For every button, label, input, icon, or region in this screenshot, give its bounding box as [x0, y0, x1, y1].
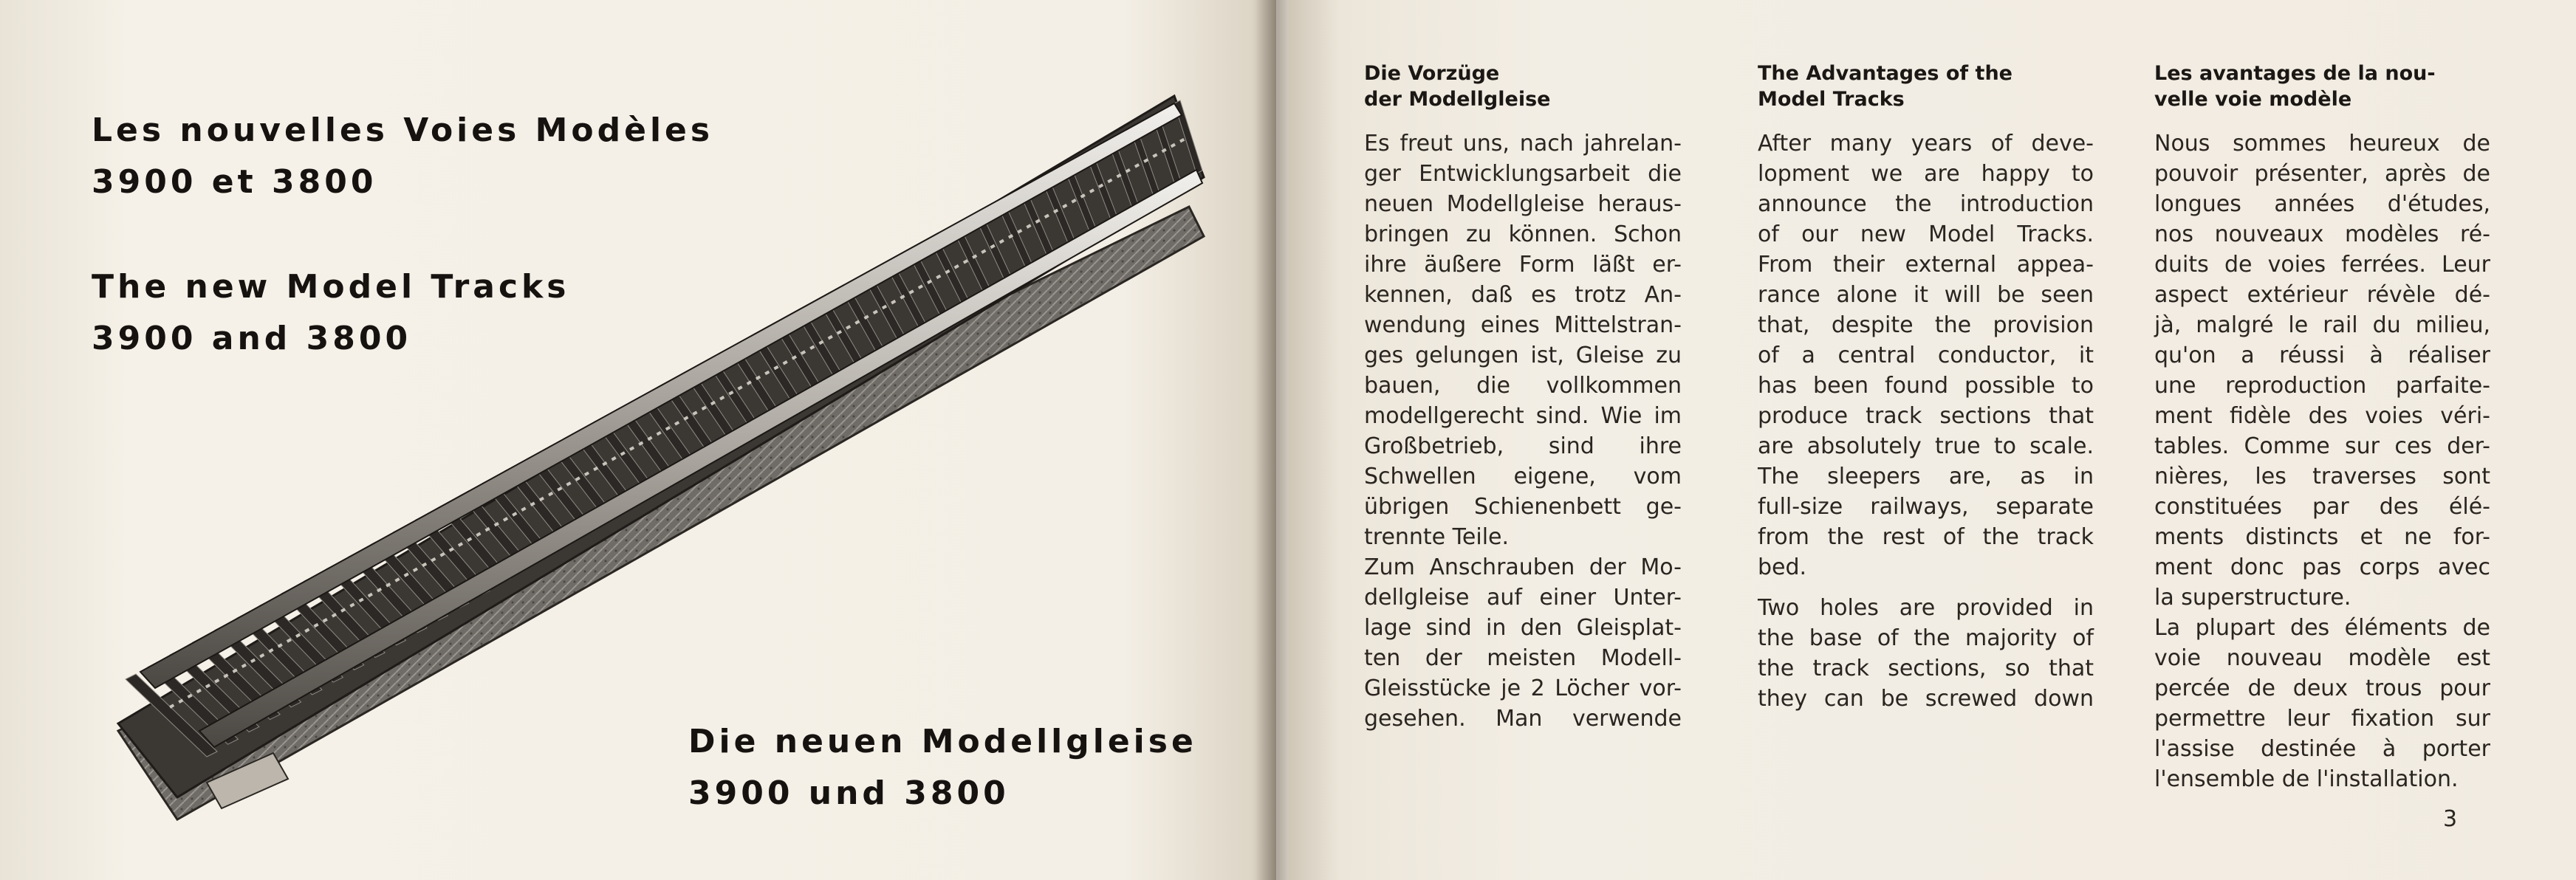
- page-number: 3: [2443, 806, 2458, 832]
- text-line: that, despite the provision: [1758, 312, 2094, 338]
- text-line: nos nouveaux modèles ré-: [2154, 221, 2490, 247]
- text-line: dellgleise auf einer Unter-: [1364, 585, 1682, 611]
- text-line: longues années d'études,: [2154, 191, 2490, 217]
- text-line: percée de deux trous pour: [2154, 676, 2490, 701]
- text-line: Nous sommes heureux de: [2154, 131, 2490, 157]
- text-line: Zum Anschrauben der Mo-: [1364, 554, 1682, 580]
- french-paragraph-1: [2154, 128, 2490, 613]
- heading-german-line1: Die neuen Modellgleise: [688, 723, 1197, 760]
- text-line: aspect extérieur révèle dé-: [2154, 282, 2490, 308]
- english-title-line1: The Advantages of the: [1758, 62, 2012, 85]
- german-title-line1: Die Vorzüge: [1364, 62, 1500, 85]
- heading-french-line2: 3900 et 3800: [92, 163, 377, 201]
- text-line: qu'on a réussi à réaliser: [2154, 343, 2490, 368]
- text-line: ments distincts et ne for-: [2154, 524, 2490, 550]
- text-line: permettre leur fixation sur: [2154, 706, 2490, 732]
- text-line: ger Entwicklungsarbeit die: [1364, 161, 1682, 187]
- french-paragraph-2: [2154, 613, 2490, 794]
- column-english: [1758, 61, 2094, 714]
- text-line: the base of the majority of: [1758, 625, 2094, 651]
- text-line: of a central conductor, it: [1758, 343, 2094, 368]
- text-line: Es freut uns, nach jahrelan-: [1364, 131, 1682, 157]
- text-line: from the rest of the track: [1758, 524, 2094, 550]
- text-line: Großbetrieb, sind ihre: [1364, 433, 1682, 459]
- text-line: the track sections, so that: [1758, 656, 2094, 681]
- text-line: nières, les traverses sont: [2154, 464, 2490, 489]
- text-line: trennte Teile.: [1364, 524, 1510, 550]
- text-line: voie nouveau modèle est: [2154, 645, 2490, 671]
- german-paragraph-2: [1364, 552, 1682, 734]
- text-line: jà, malgré le rail du milieu,: [2154, 312, 2490, 338]
- text-line: übrigen Schienenbett ge-: [1364, 494, 1682, 520]
- text-line: l'assise destinée à porter: [2154, 736, 2490, 762]
- text-line: l'ensemble de l'installation.: [2154, 766, 2459, 792]
- heading-french-line1: Les nouvelles Voies Modèles: [92, 111, 714, 149]
- text-line: Gleisstücke je 2 Löcher vor-: [1364, 676, 1682, 701]
- text-line: produce track sections that: [1758, 403, 2094, 429]
- heading-english-line2: 3900 and 3800: [92, 320, 412, 357]
- english-title: [1758, 61, 2094, 112]
- column-german: [1364, 61, 1682, 734]
- text-line: are absolutely true to scale.: [1758, 433, 2094, 459]
- text-line: has been found possible to: [1758, 373, 2094, 399]
- column-french: [2154, 61, 2490, 794]
- text-line: The sleepers are, as in: [1758, 464, 2094, 489]
- text-line: bed.: [1758, 554, 1807, 580]
- text-line: gesehen. Man verwende: [1364, 706, 1682, 732]
- text-line: wendung eines Mittelstran-: [1364, 312, 1682, 338]
- french-title-line2: velle voie modèle: [2154, 88, 2352, 111]
- english-title-line2: Model Tracks: [1758, 88, 1905, 111]
- text-line: pouvoir présenter, après de: [2154, 161, 2490, 187]
- text-line: ihre äußere Form läßt er-: [1364, 252, 1682, 278]
- heading-german-line2: 3900 und 3800: [688, 774, 1010, 812]
- heading-english-line1: The new Model Tracks: [92, 268, 570, 306]
- german-title-line2: der Modellgleise: [1364, 88, 1551, 111]
- text-line: duits de voies ferrées. Leur: [2154, 252, 2490, 278]
- text-line: From their external appea-: [1758, 252, 2094, 278]
- text-line: la superstructure.: [2154, 585, 2351, 611]
- german-title: [1364, 61, 1682, 112]
- left-rail: [140, 103, 1182, 688]
- text-line: La plupart des éléments de: [2154, 615, 2490, 641]
- text-line: lopment we are happy to: [1758, 161, 2094, 187]
- text-line: ment donc pas corps avec: [2154, 554, 2490, 580]
- text-line: of our new Model Tracks.: [1758, 221, 2094, 247]
- text-line: une reproduction parfaite-: [2154, 373, 2490, 399]
- french-title: [2154, 61, 2490, 112]
- text-line: they can be screwed down: [1758, 686, 2094, 712]
- text-line: constituées par des élé-: [2154, 494, 2490, 520]
- english-paragraph-2: [1758, 593, 2094, 714]
- text-line: ment fidèle des voies véri-: [2154, 403, 2490, 429]
- text-line: announce the introduction: [1758, 191, 2094, 217]
- german-paragraph-1: [1364, 128, 1682, 552]
- french-title-line1: Les avantages de la nou-: [2154, 62, 2436, 85]
- text-line: neuen Modellgleise heraus-: [1364, 191, 1682, 217]
- text-line: ges gelungen ist, Gleise zu: [1364, 343, 1682, 368]
- right-rail: [199, 170, 1202, 747]
- left-page: [0, 0, 1276, 880]
- text-line: tables. Comme sur ces der-: [2154, 433, 2490, 459]
- text-line: bringen zu können. Schon: [1364, 221, 1682, 247]
- text-line: modellgerecht sind. Wie im: [1364, 403, 1682, 429]
- text-line: rance alone it will be seen: [1758, 282, 2094, 308]
- text-line: Schwellen eigene, vom: [1364, 464, 1682, 489]
- text-line: full-size railways, separate: [1758, 494, 2094, 520]
- text-line: lage sind in den Gleisplat-: [1364, 615, 1682, 641]
- text-line: ten der meisten Modell-: [1364, 645, 1682, 671]
- text-line: bauen, die vollkommen: [1364, 373, 1682, 399]
- english-paragraph-1: [1758, 128, 2094, 582]
- text-line: Two holes are provided in: [1758, 595, 2094, 621]
- text-line: kennen, daß es trotz An-: [1364, 282, 1682, 308]
- heading-german: [688, 716, 1197, 819]
- text-line: After many years of deve-: [1758, 131, 2094, 157]
